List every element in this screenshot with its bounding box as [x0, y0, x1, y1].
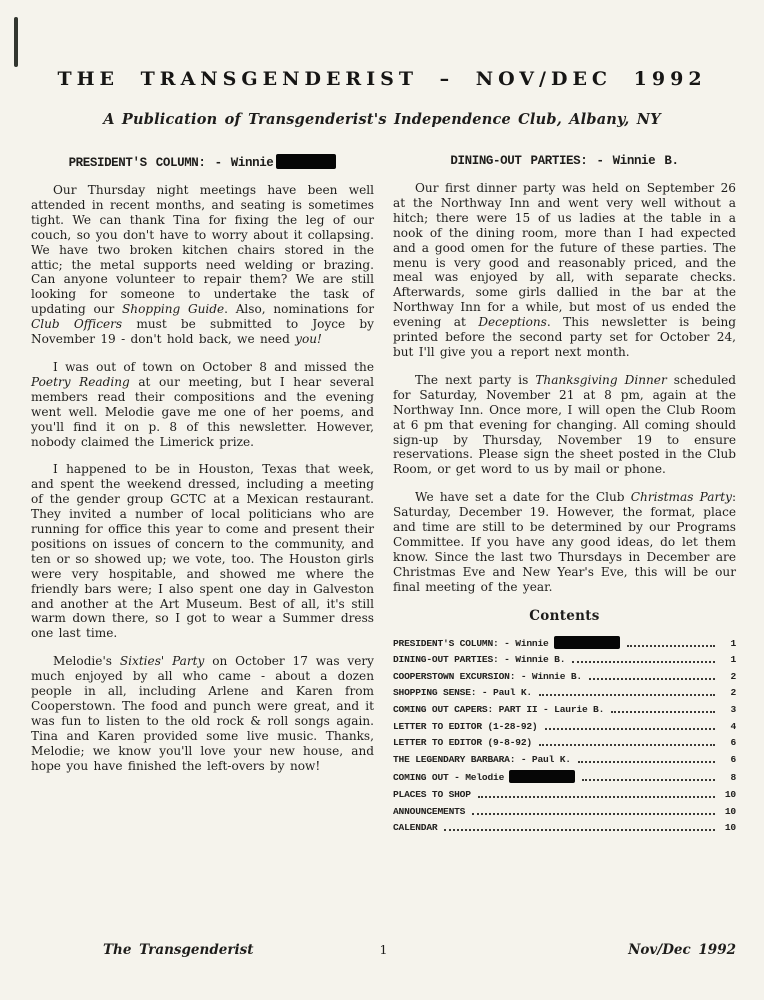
toc-entry-label: COMING OUT - Melodie [393, 772, 505, 784]
italic-text: Club Officers [31, 317, 123, 332]
scan-artifact-mark [14, 17, 18, 67]
presidents-column-paragraph-3 [31, 462, 374, 641]
contents-list [393, 636, 736, 834]
toc-row [393, 770, 736, 783]
text-run: on October 17 was very much enjoyed by all who came - about a dozen people in all, including Arlene and Karen from Cooperstown. The food and punch were great, and it was fun to listen to the old rock & roll songs again. Tina and Karen provided some live music. Thanks, Melodie; we know you'll love your new house, and hope you have finished the left-overs by now! [31, 654, 374, 773]
presidents-column-paragraph-4 [31, 654, 374, 773]
italic-text: Thanksgiving Dinner [535, 372, 667, 387]
two-column-body [0, 128, 764, 839]
toc-page-number: 1 [730, 637, 736, 649]
toc-row [393, 737, 736, 748]
toc-page-number: 10 [724, 822, 736, 834]
toc-row [393, 636, 736, 649]
footer-page-number: 1 [379, 942, 388, 957]
toc-entry-label: THE LEGENDARY BARBARA: - Paul K. [393, 753, 571, 765]
text-run: Our Thursday night meetings have been well attended in recent months, and seating is sometimes tight. We can thank Tina for fixing the leg of our couch, so you don't have to worry about it collapsing. We have two broken kitchen chairs stored in the attic; the metal supports need welding or brazing. Can anyone volunteer to repair them? We are still looking for someone to undertake the task of updating our [31, 183, 374, 317]
text-run: DINING-OUT PARTIES: - Winnie B. [450, 154, 679, 168]
text-run: : Saturday, December 19. However, the format, place and time are still to be determined by our Programs Committee. If you have any good ideas, do let them know. Since the last two Thursdays in December are Christmas Eve and New Year's Eve, this will be our final meeting of the year. [393, 490, 737, 594]
toc-entry-label: SHOPPING SENSE: - Paul K. [393, 687, 532, 699]
toc-row [393, 789, 736, 800]
toc-row [393, 704, 736, 715]
toc-page-number: 2 [730, 687, 736, 699]
toc-dot-leader [472, 813, 715, 815]
toc-row [393, 754, 736, 765]
toc-page-number: 6 [730, 737, 736, 749]
left-column [31, 154, 374, 839]
italic-text: Christmas Party [630, 490, 732, 505]
text-run: We have set a date for the Club [415, 490, 631, 505]
italic-text: Deceptions [478, 315, 547, 330]
dining-out-paragraph-3 [393, 490, 736, 594]
toc-row [393, 671, 736, 682]
toc-dot-leader [444, 829, 715, 831]
text-run: scheduled for Saturday, November 21 at 8 pm, again at the Northway Inn. Once more, I will open the Club Room at 6 pm that evening for changing. All coming should sign-up by Thursday, November 19 to ensure reservations. Please sign the sheet posted in the Club Room, or get word to us by mail or phone. [393, 372, 737, 477]
toc-dot-leader [572, 661, 715, 663]
italic-text: Poetry Reading [31, 374, 130, 389]
redaction-box [276, 154, 336, 169]
toc-page-number: 8 [730, 772, 736, 784]
toc-entry-label: COMING OUT CAPERS: PART II - Laurie B. [393, 703, 605, 715]
toc-entry-label: DINING-OUT PARTIES: - Winnie B. [393, 654, 566, 666]
toc-dot-leader [539, 744, 715, 746]
toc-page-number: 10 [724, 788, 736, 800]
text-run: I happened to be in Houston, Texas that week, and spent the weekend dressed, including a meeting of the gender group GCTC at a Mexican restaurant. They invited a number of local politicians who are running for office this year to come and present their positions on issues of concern to the community, and ten or so showed up; we vote, too. The Houston girls were very hospitable, and showed me where the friendly bars were; I also spent one day in Galveston and another at the Art Museum. Best of all, it's still warm down there, so I got to wear a Summer dress one last time. [31, 462, 374, 641]
italic-text: Shopping Guide [122, 302, 225, 317]
toc-row [393, 721, 736, 732]
italic-text: Sixties' Party [119, 654, 205, 669]
toc-page-number: 3 [730, 703, 736, 715]
presidents-column-paragraph-2 [31, 360, 374, 449]
toc-page-number: 1 [730, 654, 736, 666]
toc-row [393, 806, 736, 817]
toc-entry-label: LETTER TO EDITOR (1-28-92) [393, 720, 538, 732]
text-run: at our meeting, but I hear several members read their compositions and the evening went well. Melodie gave me one of her poems, and you'll find it on p. 8 of this newsletter. However, nobody claimed the Limerick prize. [31, 374, 374, 449]
toc-dot-leader [478, 796, 715, 798]
toc-page-number: 10 [724, 805, 736, 817]
dining-out-paragraph-1 [393, 181, 736, 360]
text-run: must be submitted to Joyce by November 19 - don't hold back, we need [31, 317, 375, 347]
toc-row [393, 654, 736, 665]
right-column [393, 154, 736, 839]
toc-row [393, 822, 736, 833]
toc-dot-leader [545, 728, 716, 730]
text-run: Our first dinner party was held on September 26 at the Northway Inn and went very well without a hitch; there were 15 of us ladies at the table in a nook of the dining room, more than I had expected and a good omen for the future of these parties. The menu is very good and reasonably priced, and the meal was enjoyed by all, with separate checks. Afterwards, some girls dallied in the bar at the Northway Inn for a while, but most of us ended the evening at [393, 181, 736, 330]
text-run: . This newsletter is being printed before the second party set for October 24, but I'll give you a report next month. [393, 315, 736, 359]
toc-entry-label: PRESIDENT'S COLUMN: - Winnie [393, 637, 549, 649]
redaction-box [554, 636, 620, 649]
presidents-column-paragraph-1 [31, 183, 374, 347]
page-footer [31, 942, 736, 960]
text-run: I was out of town on October 8 and missed the [53, 359, 374, 374]
footer-publication-name: The Transgenderist [103, 942, 254, 958]
toc-entry-label: CALENDAR [393, 822, 438, 834]
toc-entry-label: PLACES TO SHOP [393, 788, 471, 800]
toc-entry-label: LETTER TO EDITOR (9-8-92) [393, 737, 532, 749]
toc-dot-leader [539, 694, 715, 696]
toc-dot-leader [582, 779, 715, 781]
contents-heading: Contents [529, 607, 600, 624]
presidents-column-heading [31, 154, 374, 170]
text-run: Melodie's [53, 654, 120, 669]
page-header [0, 0, 764, 128]
toc-entry-label: COOPERSTOWN EXCURSION: - Winnie B. [393, 670, 582, 682]
toc-page-number: 4 [730, 720, 736, 732]
italic-text: you! [295, 332, 322, 347]
toc-dot-leader [611, 711, 715, 713]
newsletter-subtitle: A Publication of Transgenderist's Independence Club, Albany, NY [103, 111, 661, 128]
toc-dot-leader [627, 645, 715, 647]
text-run: . Also, nominations for [224, 302, 374, 317]
toc-dot-leader [589, 678, 715, 680]
toc-page-number: 2 [730, 670, 736, 682]
toc-row [393, 687, 736, 698]
toc-entry-label: ANNOUNCEMENTS [393, 805, 466, 817]
newsletter-title: THE TRANSGENDERIST – NOV/DEC 1992 [57, 68, 707, 90]
dining-out-paragraph-2 [393, 373, 736, 477]
redaction-box [509, 770, 575, 783]
dining-out-parties-heading [393, 154, 736, 168]
text-run: PRESIDENT'S COLUMN: - Winnie [68, 156, 274, 170]
footer-issue-date: Nov/Dec 1992 [628, 942, 736, 958]
toc-page-number: 6 [730, 753, 736, 765]
text-run: The next party is [415, 372, 536, 387]
toc-dot-leader [578, 761, 715, 763]
